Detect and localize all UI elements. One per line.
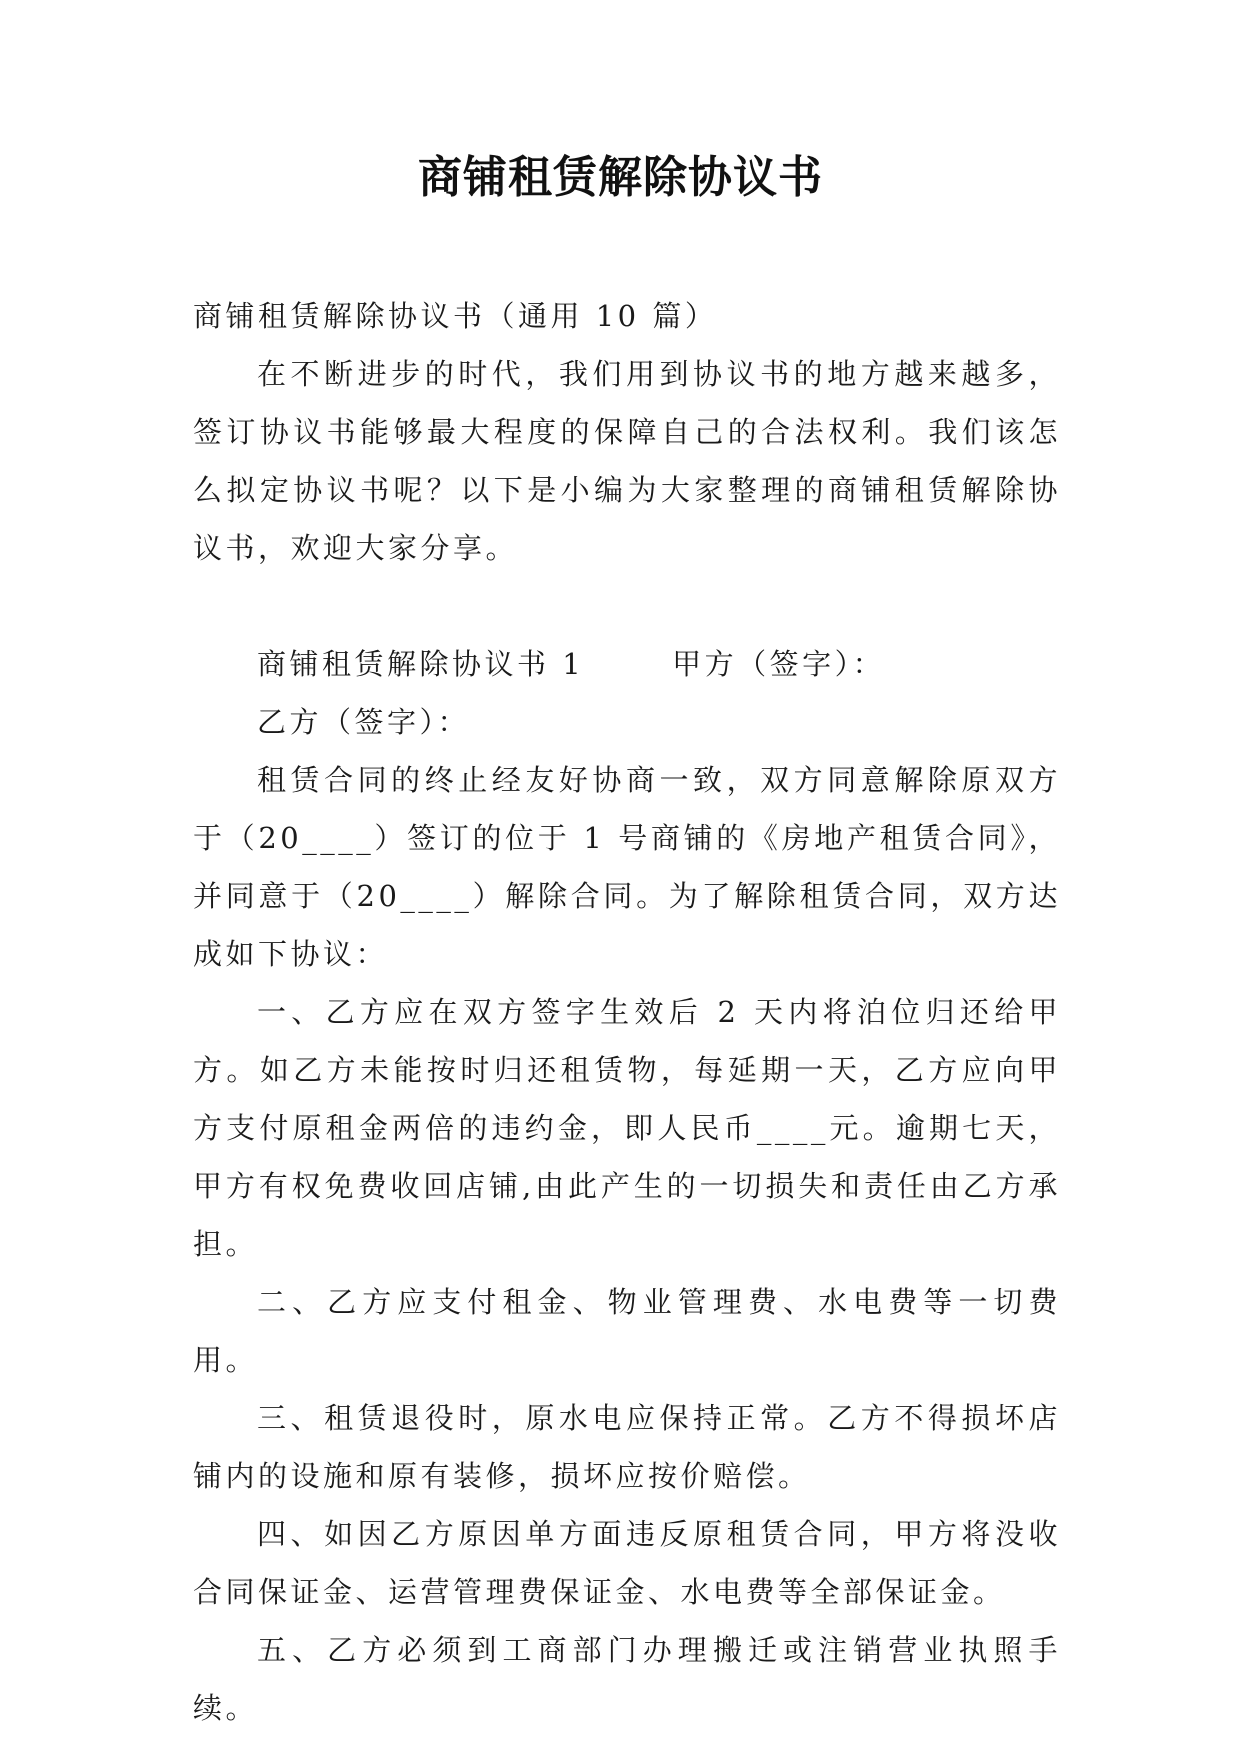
clause-2: 二、乙方应支付租金、物业管理费、水电费等一切费用。 xyxy=(193,1285,1061,1377)
party-b-signature: 乙方（签字）： xyxy=(257,705,471,739)
section-heading-line xyxy=(193,635,1061,693)
clause-4: 四、如因乙方原因单方面违反原租赁合同，甲方将没收合同保证金、运营管理费保证金、水电费等全部保证金。 xyxy=(193,1517,1061,1609)
body-paragraph-termination: 租赁合同的终止经友好协商一致，双方同意解除原双方于（20____）签订的位于 1 号商铺的《房地产租赁合同》，并同意于（20____）解除合同。为了解除租赁合同，双方达成如下协议： xyxy=(193,763,1061,971)
party-a-signature: 甲方（签字）： xyxy=(672,647,886,681)
document-title: 商铺租赁解除协议书 xyxy=(418,152,823,203)
paragraph-gap xyxy=(193,577,1061,635)
intro-paragraph: 在不断进步的时代，我们用到协议书的地方越来越多，签订协议书能够最大程度的保障自己的合法权利。我们该怎么拟定协议书呢？以下是小编为大家整理的商铺租赁解除协议书，欢迎大家分享。 xyxy=(193,357,1061,565)
document-body xyxy=(193,287,1061,1737)
clause-1: 一、乙方应在双方签字生效后 2 天内将泊位归还给甲方。如乙方未能按时归还租赁物，每延期一天，乙方应向甲方支付原租金两倍的违约金，即人民币____元。逾期七天，甲方有权免费收回店铺,由此产生的一切损失和责任由乙方承担。 xyxy=(193,995,1061,1261)
document-subtitle: 商铺租赁解除协议书（通用 10 篇） xyxy=(193,299,718,333)
clause-5: 五、乙方必须到工商部门办理搬迁或注销营业执照手续。 xyxy=(193,1633,1061,1725)
clause-3: 三、租赁退役时，原水电应保持正常。乙方不得损坏店铺内的设施和原有装修，损坏应按价赔偿。 xyxy=(193,1401,1061,1493)
section-heading: 商铺租赁解除协议书 1 xyxy=(257,647,585,681)
